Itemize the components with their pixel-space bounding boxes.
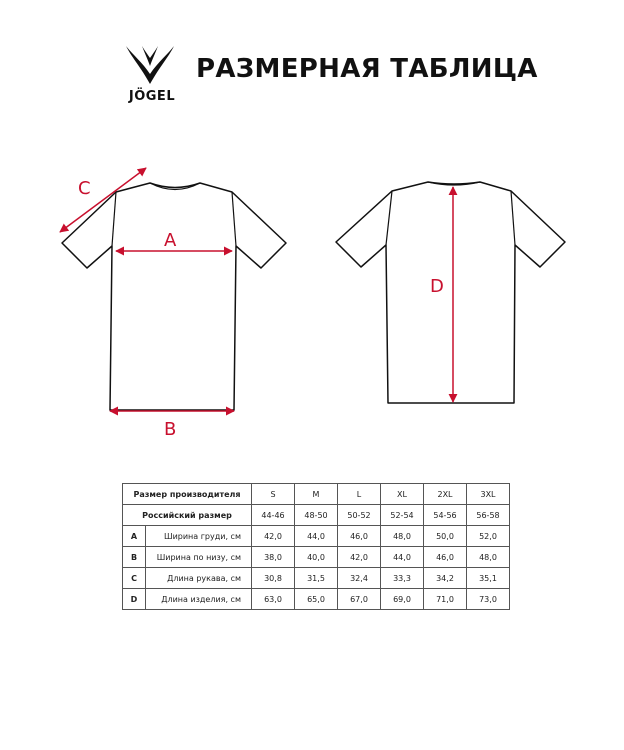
table-cell: 46,0 [424, 547, 467, 568]
table-cell: 50,0 [424, 526, 467, 547]
table-cell: 44,0 [381, 547, 424, 568]
russian-size-cell: 48-50 [295, 505, 338, 526]
table-cell: 42,0 [252, 526, 295, 547]
table-row [123, 568, 510, 589]
brand-logo [118, 44, 182, 106]
table-cell: 71,0 [424, 589, 467, 610]
table-row [123, 526, 510, 547]
size-header-cell: S [252, 484, 295, 505]
label-d: D [430, 276, 444, 297]
table-cell: 44,0 [295, 526, 338, 547]
row-key: B [123, 547, 146, 568]
russian-size-cell: 52-54 [381, 505, 424, 526]
size-header-row [123, 484, 510, 505]
table-cell: 31,5 [295, 568, 338, 589]
russian-size-cell: 50-52 [338, 505, 381, 526]
row-key: C [123, 568, 146, 589]
table-cell: 48,0 [467, 547, 510, 568]
table-row [123, 589, 510, 610]
jogel-emblem-icon [118, 44, 182, 90]
table-cell: 32,4 [338, 568, 381, 589]
size-header-cell: M [295, 484, 338, 505]
russian-size-cell: 54-56 [424, 505, 467, 526]
russian-size-label: Российский размер [123, 505, 252, 526]
page-title: РАЗМЕРНАЯ ТАБЛИЦА [196, 54, 538, 84]
table-cell: 65,0 [295, 589, 338, 610]
size-header-cell: L [338, 484, 381, 505]
tshirt-front [60, 168, 286, 440]
size-header-cell: 3XL [467, 484, 510, 505]
russian-size-cell: 44-46 [252, 505, 295, 526]
size-table [122, 483, 510, 610]
measure-c-line [60, 168, 146, 232]
table-cell: 40,0 [295, 547, 338, 568]
row-label: Ширина по низу, см [146, 547, 252, 568]
label-b: B [164, 419, 177, 440]
row-key: D [123, 589, 146, 610]
russian-size-row [123, 505, 510, 526]
tshirt-diagram [0, 160, 624, 450]
table-row [123, 547, 510, 568]
row-label: Ширина груди, см [146, 526, 252, 547]
tshirt-back [336, 182, 565, 403]
table-cell: 35,1 [467, 568, 510, 589]
table-cell: 46,0 [338, 526, 381, 547]
table-cell: 34,2 [424, 568, 467, 589]
table-cell: 63,0 [252, 589, 295, 610]
manufacturer-size-label: Размер производителя [123, 484, 252, 505]
label-a: A [164, 230, 177, 251]
table-cell: 42,0 [338, 547, 381, 568]
russian-size-cell: 56-58 [467, 505, 510, 526]
table-cell: 33,3 [381, 568, 424, 589]
table-cell: 69,0 [381, 589, 424, 610]
row-label: Длина рукава, см [146, 568, 252, 589]
label-c: C [78, 178, 91, 199]
table-cell: 67,0 [338, 589, 381, 610]
brand-name: JÖGEL [128, 89, 176, 104]
table-cell: 38,0 [252, 547, 295, 568]
row-label: Длина изделия, см [146, 589, 252, 610]
table-cell: 52,0 [467, 526, 510, 547]
table-cell: 30,8 [252, 568, 295, 589]
size-header-cell: XL [381, 484, 424, 505]
table-cell: 48,0 [381, 526, 424, 547]
size-header-cell: 2XL [424, 484, 467, 505]
table-cell: 73,0 [467, 589, 510, 610]
row-key: A [123, 526, 146, 547]
